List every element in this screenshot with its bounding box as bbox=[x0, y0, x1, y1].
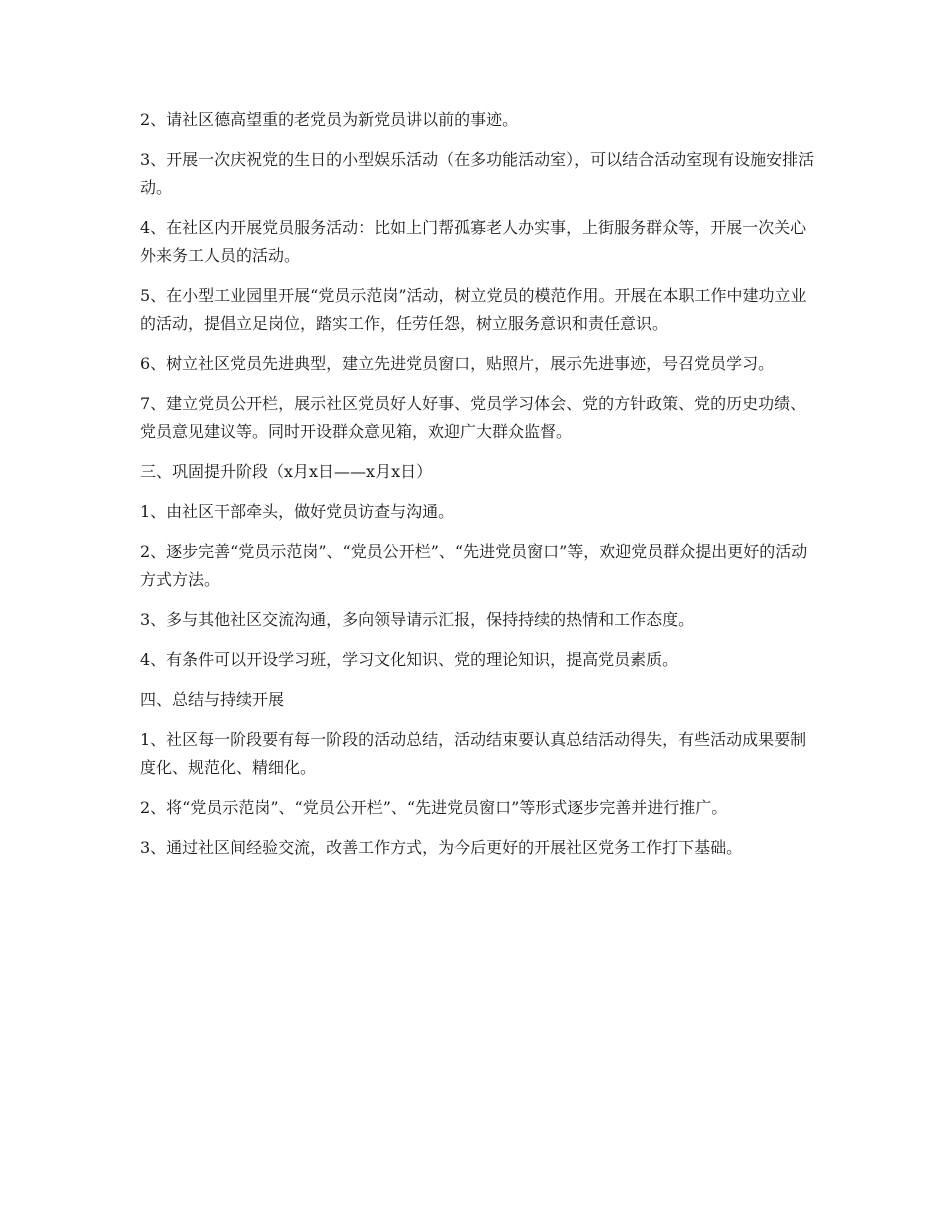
list-item-party-birthday-activity: 3、开展一次庆祝党的生日的小型娱乐活动（在多功能活动室），可以结合活动室现有设施安排活动。 bbox=[140, 150, 815, 197]
list-item-model-post-activity: 5、在小型工业园里开展“党员示范岗”活动，树立党员的模范作用。开展在本职工作中建功立业的活动，提倡立足岗位，踏实工作，任劳任怨，树立服务意识和责任意识。 bbox=[140, 286, 807, 333]
document-body bbox=[140, 106, 815, 874]
list-item-cadre-visits: 1、由社区干部牵头，做好党员访查与沟通。 bbox=[140, 502, 455, 521]
list-item-stage-summary: 1、社区每一阶段要有每一阶段的活动总结，活动结束要认真总结活动得失，有些活动成果要制度化、规范化、精细化。 bbox=[140, 730, 807, 777]
list-item-study-class: 4、有条件可以开设学习班，学习文化知识、党的理论知识，提高党员素质。 bbox=[140, 650, 679, 669]
section-heading-summary: 四、总结与持续开展 bbox=[140, 690, 285, 709]
list-item-promotion: 2、将“党员示范岗”、“党员公开栏”、“先进党员窗口”等形式逐步完善并进行推广。 bbox=[140, 798, 728, 817]
list-item-experience-exchange: 3、通过社区间经验交流，改善工作方式，为今后更好的开展社区党务工作打下基础。 bbox=[140, 838, 743, 857]
list-item-old-members-stories: 2、请社区德高望重的老党员为新党员讲以前的事迹。 bbox=[140, 110, 519, 129]
section-heading-consolidation: 三、巩固提升阶段（x月x日——x月x日） bbox=[140, 462, 433, 481]
list-item-member-service-activity: 4、在社区内开展党员服务活动：比如上门帮孤寡老人办实事，上街服务群众等，开展一次关心外来务工人员的活动。 bbox=[140, 218, 807, 265]
list-item-improve-activities: 2、逐步完善“党员示范岗”、“党员公开栏”、“先进党员窗口”等，欢迎党员群众提出更好的活动方式方法。 bbox=[140, 542, 808, 589]
list-item-public-bulletin-board: 7、建立党员公开栏，展示社区党员好人好事、党员学习体会、党的方针政策、党的历史功绩、党员意见建议等。同时开设群众意见箱，欢迎广大群众监督。 bbox=[140, 394, 807, 441]
list-item-advanced-member-window: 6、树立社区党员先进典型，建立先进党员窗口，贴照片，展示先进事迹，号召党员学习。 bbox=[140, 354, 775, 373]
list-item-communication: 3、多与其他社区交流沟通，多向领导请示汇报，保持持续的热情和工作态度。 bbox=[140, 610, 695, 629]
